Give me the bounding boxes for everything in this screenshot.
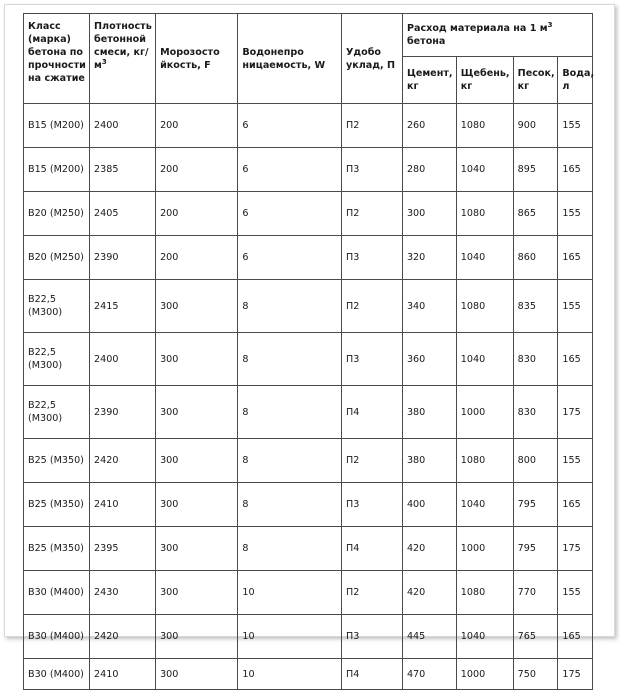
cell: B30 (M400) bbox=[24, 615, 90, 659]
cell: B20 (M250) bbox=[24, 236, 90, 280]
cell: 155 bbox=[558, 439, 593, 483]
cell: B25 (M350) bbox=[24, 439, 90, 483]
cell: 2430 bbox=[90, 571, 156, 615]
cell: П3 bbox=[341, 236, 402, 280]
cell: 770 bbox=[513, 571, 558, 615]
table-row bbox=[24, 280, 593, 333]
cell: 800 bbox=[513, 439, 558, 483]
cell: 750 bbox=[513, 659, 558, 690]
table-row bbox=[24, 439, 593, 483]
cell: 8 bbox=[238, 527, 342, 571]
cell: 6 bbox=[238, 148, 342, 192]
cell: 300 bbox=[156, 615, 238, 659]
cell: 6 bbox=[238, 104, 342, 148]
cell: П2 bbox=[341, 192, 402, 236]
cell: 420 bbox=[402, 571, 456, 615]
table-row bbox=[24, 483, 593, 527]
cell: П3 bbox=[341, 148, 402, 192]
cell: 10 bbox=[238, 659, 342, 690]
cell: 2420 bbox=[90, 439, 156, 483]
image-frame bbox=[4, 4, 615, 680]
cell: B22,5 (M300) bbox=[24, 386, 90, 439]
cell: 1080 bbox=[456, 280, 513, 333]
cell: 830 bbox=[513, 333, 558, 386]
cell: 830 bbox=[513, 386, 558, 439]
cell: П2 bbox=[341, 104, 402, 148]
cell: 2420 bbox=[90, 615, 156, 659]
cell: 2390 bbox=[90, 386, 156, 439]
cell: 400 bbox=[402, 483, 456, 527]
cell: 8 bbox=[238, 280, 342, 333]
cell: 380 bbox=[402, 439, 456, 483]
cell: 2405 bbox=[90, 192, 156, 236]
header-gravel: Щебень, кг bbox=[456, 57, 513, 104]
cell: 200 bbox=[156, 104, 238, 148]
header-cement: Цемент, кг bbox=[402, 57, 456, 104]
cell: 2395 bbox=[90, 527, 156, 571]
cell: 165 bbox=[558, 483, 593, 527]
cell: 795 bbox=[513, 483, 558, 527]
table-row bbox=[24, 659, 593, 690]
cell: 165 bbox=[558, 236, 593, 280]
cell: П2 bbox=[341, 280, 402, 333]
cell: П2 bbox=[341, 571, 402, 615]
cell: 8 bbox=[238, 483, 342, 527]
table-row bbox=[24, 333, 593, 386]
cell: 1000 bbox=[456, 527, 513, 571]
cell: 300 bbox=[156, 527, 238, 571]
cell: 795 bbox=[513, 527, 558, 571]
cell: 6 bbox=[238, 192, 342, 236]
cell: B22,5 (M300) bbox=[24, 280, 90, 333]
cell: 1040 bbox=[456, 148, 513, 192]
cell: 380 bbox=[402, 386, 456, 439]
cell: 1080 bbox=[456, 571, 513, 615]
cell: 320 bbox=[402, 236, 456, 280]
cell: П4 bbox=[341, 527, 402, 571]
cell: 865 bbox=[513, 192, 558, 236]
cell: 155 bbox=[558, 280, 593, 333]
cell: 300 bbox=[156, 386, 238, 439]
cell: B30 (M400) bbox=[24, 571, 90, 615]
cell: B15 (M200) bbox=[24, 104, 90, 148]
cell: 175 bbox=[558, 527, 593, 571]
cell: 155 bbox=[558, 192, 593, 236]
table-row bbox=[24, 571, 593, 615]
table-row bbox=[24, 192, 593, 236]
cell: 420 bbox=[402, 527, 456, 571]
cell: 8 bbox=[238, 333, 342, 386]
cell: 1040 bbox=[456, 333, 513, 386]
cell: 470 bbox=[402, 659, 456, 690]
cell: 155 bbox=[558, 104, 593, 148]
cell: 200 bbox=[156, 192, 238, 236]
cell: 1040 bbox=[456, 615, 513, 659]
table-row bbox=[24, 148, 593, 192]
cell: П4 bbox=[341, 659, 402, 690]
cell: B30 (M400) bbox=[24, 659, 90, 690]
cell: 1080 bbox=[456, 192, 513, 236]
cell: 8 bbox=[238, 386, 342, 439]
cell: П2 bbox=[341, 439, 402, 483]
cell: 2415 bbox=[90, 280, 156, 333]
cell: 360 bbox=[402, 333, 456, 386]
cell: 8 bbox=[238, 439, 342, 483]
cell: 10 bbox=[238, 615, 342, 659]
cell: 2400 bbox=[90, 104, 156, 148]
cell: 175 bbox=[558, 659, 593, 690]
cell: 300 bbox=[156, 659, 238, 690]
table-header bbox=[24, 14, 593, 104]
cell: 165 bbox=[558, 333, 593, 386]
cell: 10 bbox=[238, 571, 342, 615]
cell: 340 bbox=[402, 280, 456, 333]
cell: B20 (M250) bbox=[24, 192, 90, 236]
cell: 445 bbox=[402, 615, 456, 659]
cell: 2410 bbox=[90, 483, 156, 527]
header-water-liters: Вода, л bbox=[558, 57, 593, 104]
cell: 2385 bbox=[90, 148, 156, 192]
cell: 1080 bbox=[456, 439, 513, 483]
cell: B15 (M200) bbox=[24, 148, 90, 192]
cell: 835 bbox=[513, 280, 558, 333]
cell: 6 bbox=[238, 236, 342, 280]
cell: 165 bbox=[558, 148, 593, 192]
header-consumption: Расход материала на 1 $м^3$ бетона bbox=[402, 14, 592, 57]
cell: 2400 bbox=[90, 333, 156, 386]
header-class: Класс (марка) бетона по прочности на сжатие bbox=[24, 14, 90, 104]
header-workability: Удобо уклад, П bbox=[341, 14, 402, 104]
cell: 300 bbox=[156, 571, 238, 615]
cell: П4 bbox=[341, 386, 402, 439]
table-row bbox=[24, 386, 593, 439]
cell: П3 bbox=[341, 483, 402, 527]
cell: 300 bbox=[402, 192, 456, 236]
cell: 1040 bbox=[456, 236, 513, 280]
header-density: Плотность бетонной смеси, $кг/м^3$ bbox=[90, 14, 156, 104]
cell: 860 bbox=[513, 236, 558, 280]
cell: 165 bbox=[558, 615, 593, 659]
cell: 300 bbox=[156, 439, 238, 483]
cell: 260 bbox=[402, 104, 456, 148]
table-row bbox=[24, 527, 593, 571]
cell: 1000 bbox=[456, 386, 513, 439]
cell: 200 bbox=[156, 148, 238, 192]
cell: 895 bbox=[513, 148, 558, 192]
cell: 765 bbox=[513, 615, 558, 659]
cell: П3 bbox=[341, 333, 402, 386]
concrete-table bbox=[23, 13, 593, 690]
cell: 300 bbox=[156, 333, 238, 386]
cell: 300 bbox=[156, 483, 238, 527]
cell: 1000 bbox=[456, 659, 513, 690]
cell: B25 (M350) bbox=[24, 483, 90, 527]
cell: 2410 bbox=[90, 659, 156, 690]
cell: 900 bbox=[513, 104, 558, 148]
table-row bbox=[24, 236, 593, 280]
cell: 300 bbox=[156, 280, 238, 333]
table-body bbox=[24, 104, 593, 690]
cell: B22,5 (M300) bbox=[24, 333, 90, 386]
table-row bbox=[24, 104, 593, 148]
cell: 2390 bbox=[90, 236, 156, 280]
cell: 200 bbox=[156, 236, 238, 280]
cell: П3 bbox=[341, 615, 402, 659]
cell: B25 (M350) bbox=[24, 527, 90, 571]
table-row bbox=[24, 615, 593, 659]
cell: 175 bbox=[558, 386, 593, 439]
header-sand: Песок, кг bbox=[513, 57, 558, 104]
cell: 1080 bbox=[456, 104, 513, 148]
header-frost: Морозосто йкость, F bbox=[156, 14, 238, 104]
cell: 1040 bbox=[456, 483, 513, 527]
cell: 155 bbox=[558, 571, 593, 615]
header-water-resistance: Водонепро ницаемость, W bbox=[238, 14, 342, 104]
cell: 280 bbox=[402, 148, 456, 192]
